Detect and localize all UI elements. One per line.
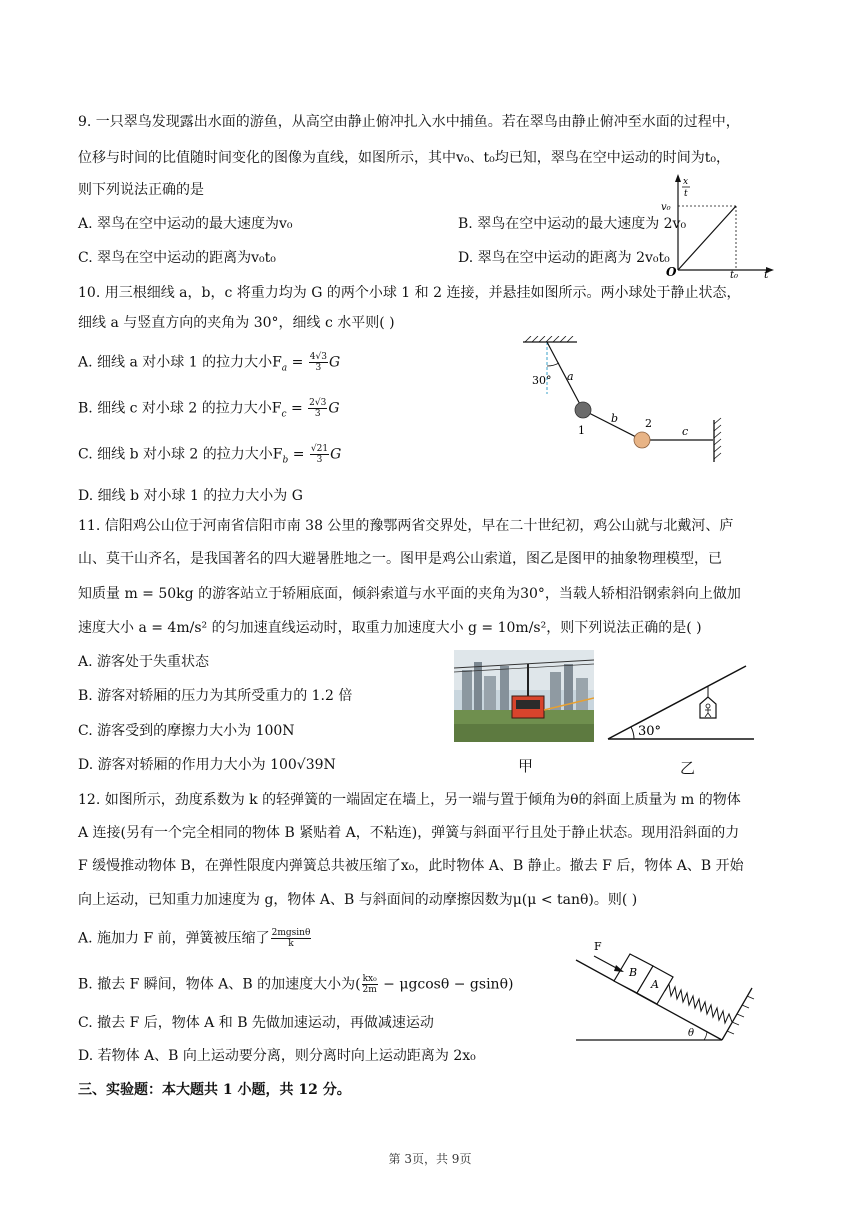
q12-line1: 12. 如图所示，劲度系数为 k 的轻弹簧的一端固定在墙上，另一端与置于倾角为θ的斜面上质量为 m 的物体: [78, 792, 741, 808]
q9-options-ab: [78, 214, 687, 234]
q10-ball-1-label: 1: [578, 424, 585, 437]
q12-a-fraction: $\frac{2mgsin\theta}{k}$: [271, 928, 311, 949]
q9-y-label-den: t: [684, 189, 688, 199]
q12-line3: F 缓慢推动物体 B，在弹性限度内弹簧总共被压缩了x₀，此时物体 A、B 静止。撤去 F 后，物体 A、B 开始: [78, 858, 744, 874]
q9-y-label-num: x: [683, 177, 689, 187]
q9-option-a: A. 翠鸟在空中运动的最大速度为v₀: [78, 216, 293, 232]
q11-line4: 速度大小 a = 4m/s² 的匀加速直线运动时，取重力加速度大小 g = 10m/s²，则下列说法正确的是( ): [78, 620, 702, 636]
q11-cable: [608, 666, 746, 739]
q9-options-cd: [78, 248, 670, 268]
q11-cabin: [700, 697, 716, 718]
q12-b-fraction: $\frac{\text{kx₀}}{2m}$: [362, 974, 377, 995]
q12-force-label: F: [594, 940, 602, 953]
q10-option-b: B. 细线 c 对小球 2 的拉力大小$F_c$ = $\frac{2√3}{3}$ G: [78, 398, 340, 420]
q10-ball-2-label: 2: [645, 417, 652, 430]
q10-option-d: D. 细线 b 对小球 1 的拉力大小为 G: [78, 488, 303, 504]
q10-line1: 10. 用三根细线 a，b，c 将重力均为 G 的两个小球 1 和 2 连接，并悬挂如图所示。两小球处于静止状态，: [78, 285, 741, 301]
q10-label-c: c: [682, 425, 689, 438]
q10-ceiling-hatch: [525, 336, 573, 342]
q9-option-c: C. 翠鸟在空中运动的距离为v₀t₀: [78, 250, 276, 266]
q9-graph: [660, 166, 778, 278]
page-footer: 第 3页，共 9页: [388, 1152, 472, 1166]
q10-line-a: [547, 342, 583, 410]
q11-option-a: A. 游客处于失重状态: [78, 654, 210, 670]
q11-line1: 11. 信阳鸡公山位于河南省信阳市南 38 公里的豫鄂两省交界处，早在二十世纪初，鸡公山就与北戴河、庐: [78, 518, 734, 534]
q12-option-c: C. 撤去 F 后，物体 A 和 B 先做加速运动，再做减速运动: [78, 1015, 434, 1031]
q9-x-label: t: [764, 268, 769, 278]
q10-line2: 细线 a 与竖直方向的夹角为 30°，细线 c 水平则( ): [78, 315, 395, 331]
q10-ball-2: [634, 432, 650, 448]
q11-caption-yi: 乙: [680, 759, 696, 777]
q11-option-b: B. 游客对轿厢的压力为其所受重力的 1.2 倍: [78, 688, 353, 704]
q9-graph-line: [678, 206, 736, 270]
q10-figure: [515, 336, 730, 466]
q11-angle-label: 30°: [638, 724, 662, 739]
q9-option-b: B. 翠鸟在空中运动的最大速度为 2v₀: [458, 216, 687, 232]
q10-option-a: A. 细线 a 对小球 1 的拉力大小$F_a$ = $\frac{4√3}{3}$ G: [78, 352, 341, 374]
q10-angle-label: 30°: [532, 374, 552, 387]
q12-option-d: D. 若物体 A、B 向上运动要分离，则分离时向上运动距离为 2x₀: [78, 1048, 476, 1064]
q12-theta-label: θ: [688, 1028, 695, 1039]
q9-y-tick: v₀: [661, 202, 671, 213]
q9-y-arrow: [675, 174, 681, 182]
q10-label-a: a: [567, 370, 574, 383]
q12-wall-hatch: [727, 996, 754, 1034]
q10-angle-arc: [547, 363, 559, 366]
q12-line4: 向上运动，已知重力加速度为 g，物体 A、B 与斜面间的动摩擦因数为μ(μ < tanθ)。则( ): [78, 892, 638, 908]
q12-option-a: A. 施加力 F 前，弹簧被压缩了 $\frac{2mgsin\theta}{k}$: [78, 928, 311, 949]
q12-spring: [665, 984, 732, 1023]
q11-caption-jia: 甲: [518, 757, 534, 775]
q10-c-fraction: $\frac{√21}{3}$: [310, 444, 329, 465]
q9-line3: 则下列说法正确的是: [78, 182, 204, 198]
q12-option-b: B. 撤去 F 瞬间，物体 A、B 的加速度大小为( $\frac{\text{kx₀}}{2m}$ − μgcosθ − gsinθ): [78, 974, 514, 995]
q10-ball-1: [575, 402, 591, 418]
q11-line2: 山、莫干山齐名，是我国著名的四大避暑胜地之一。图甲是鸡公山索道，图乙是图甲的抽象物理模型，已: [78, 551, 722, 567]
q9-origin: O: [666, 265, 677, 278]
q11-option-d: D. 游客对轿厢的作用力大小为 100√39N: [78, 757, 336, 773]
section-heading: 三、实验题：本大题共 1 小题，共 12 分。: [78, 1082, 351, 1098]
q12-block-a-label: A: [651, 978, 659, 991]
q11-slope-figure: [604, 664, 756, 744]
q10-label-b: b: [611, 412, 619, 425]
q12-line2: A 连接(另有一个完全相同的物体 B 紧贴着 A，不粘连)，弹簧与斜面平行且处于静止状态。现用沿斜面的力: [78, 825, 740, 841]
q12-block-b-label: B: [629, 966, 638, 979]
q10-b-fraction: $\frac{2√3}{3}$: [309, 398, 327, 419]
q11-line3: 知质量 m = 50kg 的游客站立于轿厢底面，倾斜索道与水平面的夹角为30°，当载人轿相沿钢索斜向上做加: [78, 586, 741, 602]
q10-option-c: C. 细线 b 对小球 2 的拉力大小$F_b$ = $\frac{√21}{3}$ G: [78, 444, 342, 466]
q9-line1: 9. 一只翠鸟发现露出水面的游鱼，从高空由静止俯冲扎入水中捕鱼。若在翠鸟由静止俯冲至水面的过程中，: [78, 114, 740, 130]
q10-wall-hatch: [714, 418, 721, 459]
q9-x-tick: t₀: [730, 270, 739, 278]
q10-a-fraction: $\frac{4√3}{3}$: [309, 352, 327, 373]
q12-angle-arc: [704, 1032, 707, 1040]
q9-option-d: D. 翠鸟在空中运动的距离为 2v₀t₀: [458, 250, 670, 266]
q9-line2: 位移与时间的比值随时间变化的图像为直线，如图所示，其中v₀、t₀均已知，翠鸟在空中运动的时间为t₀，: [78, 150, 730, 166]
q11-angle-arc: [631, 727, 634, 739]
q11-photo-cableway: [454, 650, 594, 742]
q12-figure: [572, 930, 762, 1045]
q11-option-c: C. 游客受到的摩擦力大小为 100N: [78, 723, 295, 739]
